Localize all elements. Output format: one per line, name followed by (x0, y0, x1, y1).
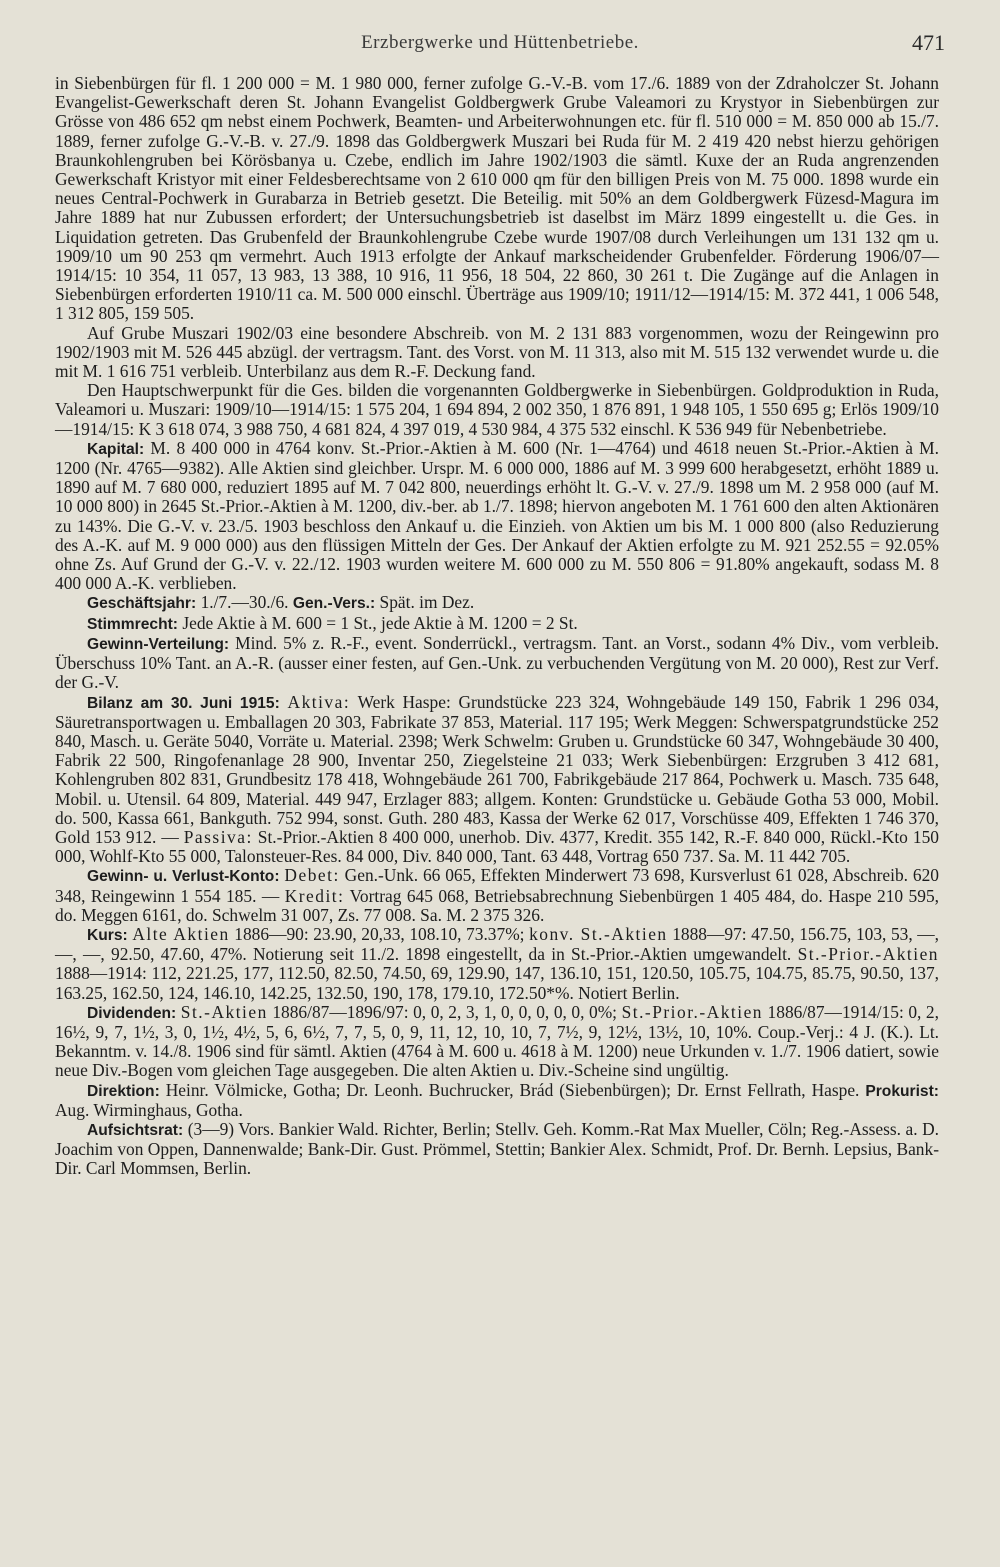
gewinn-verteilung-text: Mind. 5% z. R.-F., event. Sonderrückl., vertragsm. Tant. an Vorst., sodann 4% Div., vom verbleib. Überschuss 10% Tant. an A.-R. (ausser einer festen, auf Gen.-Unk. zu verbuchenden Vergütung von M. 20 000), Rest zur Verf. der G.-V. (55, 632, 939, 693)
section-bilanz (55, 693, 939, 867)
body-text (55, 74, 939, 1179)
kurs-prior-text: 1888—1914: 112, 221.25, 177, 112.50, 82.50, 74.50, 69, 129.90, 147, 136.10, 151, 120.50, 105.75, 104.75, 85.75, 90.50, 137, 163.25, 162.50, 124, 146.10, 142.25, 132.50, 190, 178, 179.10, 172.50*%. Notiert Berlin. (55, 963, 939, 1003)
running-head: Erzbergwerke und Hüttenbetriebe. (361, 32, 639, 53)
debet-label: Debet: (284, 865, 340, 886)
direktion-label: Direktion: (87, 1082, 160, 1100)
section-kurs (55, 925, 939, 1003)
section-stimmrecht (55, 614, 939, 634)
section-gewinn-verteilung (55, 634, 939, 693)
passiva-text: St.-Prior.-Aktien 8 400 000, unerhob. Div. 4377, Kredit. 355 142, R.-F. 840 000, Rückl.-Kto 150 000, Wohlf-Kto 55 000, Talonsteuer-Res. 84 000, Div. 840 000, Tant. 63 448, Vortrag 650 737. Sa. M. 11 442 705. (55, 826, 939, 867)
page-number: 471 (912, 30, 945, 55)
kapital-text: M. 8 400 000 in 4764 konv. St.-Prior.-Aktien à M. 600 (Nr. 1—4764) und 4618 neuen St.-Prior.-Aktien à M. 1200 (Nr. 4765—9382). Alle Aktien sind gleichber. Urspr. M. 6 000 000, 1886 auf M. 3 999 600 herabgesetzt, erhöht 1889 u. 1890 auf M. 7 680 000, reduziert 1895 auf M. 7 042 800, neuerdings erhöht lt. G.-V. v. 27./9. 1898 um M. 2 958 000 (auf M. 10 000 800) in 2645 St.-Prior.-Aktien à M. 1200, div.-ber. ab 1./7. 1898; hiervon angeboten M. 1 761 600 den alten Aktionären zu 143%. Die G.-V. v. 23./5. 1903 beschloss den Ankauf u. die Einzieh. von Aktien um bis M. 1 000 800 (also Reduzierung des A.-K. auf M. 9 000 000) aus den flüssigen Mitteln der Ges. Der Ankauf der Aktien erfolgte zu M. 921 252.55 = 92.05% ohne Zs. Auf Grund der G.-V. v. 22./12. 1903 wurden weitere M. 600 000 zu M. 550 806 = 91.80% angekauft, sodass M. 8 400 000 A.-K. verblieben. (55, 437, 939, 594)
aktiva-label: Aktiva: (287, 691, 351, 712)
debet-text: Gen.-Unk. 66 065, Effekten Minderwert 73 698, Kursverlust 61 028, Abschreib. 620 348, Reingewinn 1 554 185. — (55, 865, 939, 906)
aufsichtsrat-label: Aufsichtsrat: (87, 1121, 184, 1139)
kurs-konv-label: konv. St.-Aktien (529, 923, 668, 944)
dividenden-st-label: St.-Aktien (180, 1001, 268, 1022)
dividenden-st-text: 1886/87—1896/97: 0, 0, 2, 3, 1, 0, 0, 0, 0, 0, 0%; (272, 1001, 618, 1022)
kurs-label: Kurs: (87, 926, 128, 944)
paragraph-history: in Siebenbürgen für fl. 1 200 000 = M. 1 980 000, ferner zufolge G.-V.-B. vom 17./6. 1889 von der Zdraholczer St. Johann Evangelist-Gewerkschaft deren St. Johann Evangelist Goldbergwerk Grube Valeamori zu Krystyor in Siebenbürgen zur Grösse von 486 652 qm nebst einem Pochwerk, Beamten- und Arbeiterwohnungen etc. für fl. 510 000 = M. 850 000 ab 15./7. 1889, ferner zufolge G.-V.-B. v. 27./9. 1898 das Goldbergwerk Muszari bei Ruda für M. 2 419 420 nebst hierzu gehörigen Braunkohlengruben bei Körösbanya u. Czebe, endlich im Jahre 1902/1903 die sämtl. Kuxe der an Ruda angrenzenden Gewerkschaft Kristyor mit einer Feldesberechtsame von 2 610 000 qm für den billigen Preis von M. 75 000. 1898 wurde ein neues Central-Pochwerk in Gurabarza in Betrieb gesetzt. Die Beteilig. mit 50% an dem Goldbergwerk Füzesd-Magura im Jahre 1889 hat nur Zubussen erfordert; der Untersuchungsbetrieb ist daselbst im März 1899 eingestellt u. die Ges. in Liquidation getreten. Das Grubenfeld der Braunkohlengrube Czebe wurde 1907/08 durch Verleihungen um 131 132 qm u. 1909/10 um 90 253 qm vermehrt. Auch 1913 erfolgte der Ankauf markscheidender Grubenfelder. Förderung 1906/07—1914/15: 10 354, 11 057, 13 983, 13 388, 10 916, 11 956, 18 504, 22 860, 30 261 t. Die Zugänge auf die Anlagen in Siebenbürgen erforderten 1910/11 ca. M. 500 000 einschl. Überträge aus 1909/10; 1911/12—1914/15: M. 372 441, 1 006 548, 1 312 805, 159 505. (55, 73, 939, 324)
section-direktion (55, 1081, 939, 1120)
geschaeftsjahr-label: Geschäftsjahr: (87, 595, 197, 613)
geschaeftsjahr-text: 1./7.—30./6. (200, 592, 289, 613)
aufsichtsrat-text: (3—9) Vors. Bankier Wald. Richter, Berlin; Stellv. Geh. Komm.-Rat Max Mueller, Cöln; Reg.-Assess. a. D. Joachim von Oppen, Dannenwalde; Bank-Dir. Gust. Prömmel, Stettin; Bankier Alex. Schmidt, Prof. Dr. Bernh. Lepsius, Bank-Dir. Carl Mommsen, Berlin. (55, 1118, 939, 1179)
gewinn-verteilung-label: Gewinn-Verteilung: (87, 635, 230, 653)
kredit-text: Vortrag 645 068, Betriebsabrechnung Siebenbürgen 1 405 484, do. Haspe 210 595, do. Meggen 6161, do. Schwelm 31 007, Zs. 77 008. Sa. M. 2 375 326. (55, 885, 939, 925)
bilanz-label: Bilanz am 30. Juni 1915: (87, 694, 280, 712)
stimmrecht-label: Stimmrecht: (87, 615, 178, 633)
stimmrecht-text: Jede Aktie à M. 600 = 1 St., jede Aktie à M. 1200 = 2 St. (182, 612, 578, 633)
prokurist-label: Prokurist: (865, 1082, 939, 1100)
passiva-label: Passiva: (183, 826, 253, 847)
dividenden-prior-text: 1886/87—1914/15: 0, 2, 16½, 9, 7, 1½, 3, 0, 1½, 4½, 5, 6, 6½, 7, 7, 5, 0, 9, 11, 12, 10, 10, 7, 7½, 9, 12½, 13½, 10, 10%. Coup.-Verj.: 4 J. (K.). Lt. Bekanntm. v. 14./8. 1906 sind für sämtl. Aktien (4764 à M. 600 u. 4618 à M. 1200) neue Urkunden v. 1./7. 1906 datiert, sowie neue Div.-Bogen vom gleichen Tage ausgegeben. Die alten Aktien u. Div.-Scheine sind ungültig. (55, 1001, 939, 1081)
kurs-prior-label: St.-Prior.-Aktien (797, 944, 939, 965)
kapital-label: Kapital: (87, 440, 145, 458)
kurs-alte-label: Alte Aktien (132, 923, 230, 944)
prokurist-text: Aug. Wirminghaus, Gotha. (55, 1099, 243, 1120)
gen-vers-text: Spät. im Dez. (379, 592, 475, 613)
paragraph-muszari: Auf Grube Muszari 1902/03 eine besondere Abschreib. von M. 2 131 883 vorgenommen, wozu der Reingewinn pro 1902/1903 mit M. 526 445 abzügl. der vertragsm. Tant. des Vorst. von M. 11 313, also mit M. 515 132 verwendet wurde u. die mit M. 1 616 751 verbleib. Unterbilanz aus dem R.-F. Deckung fand. (55, 322, 939, 382)
page-header (55, 32, 945, 58)
aktiva-text: Werk Haspe: Grundstücke 223 324, Wohngebäude 149 150, Fabrik 1 296 034, Säuretransportwagen u. Emballagen 20 303, Fabrikate 37 853, Material. 117 195; Werk Meggen: Schwerspatgrundstücke 252 840, Masch. u. Geräte 5040, Vorräte u. Material. 2398; Werk Schwelm: Gruben u. Grundstücke 60 347, Wohngebäude 30 400, Fabrik 22 500, Ringofenanlage 28 900, Inventar 250, Ziegelsteine 21 033; Werk Siebenbürgen: Erzgruben 3 412 681, Kohlengruben 802 831, Grundbesitz 178 418, Wohngebäude 261 700, Fabrikgebäude 217 864, Pochwerk u. Masch. 735 648, Mobil. u. Utensil. 64 809, Material. 449 947, Erzlager 883; allgem. Konten: Grundstücke u. Gebäude Gotha 53 000, Mobil. do. 500, Kassa 661, Bankguth. 752 994, sonst. Guth. 280 483, Kassa der Werke 62 017, Vorschüsse 409, Effekten 1 746 370, Gold 153 912. — (55, 691, 940, 847)
section-aufsichtsrat (55, 1120, 939, 1179)
section-geschaeftsjahr (55, 593, 939, 613)
kredit-label: Kredit: (284, 885, 345, 906)
section-kapital (55, 439, 939, 594)
dividenden-label: Dividenden: (87, 1004, 177, 1022)
gen-vers-label: Gen.-Vers.: (292, 595, 376, 613)
section-gewinn-verlust (55, 866, 939, 925)
paragraph-goldproduktion: Den Hauptschwerpunkt für die Ges. bilden die vorgenannten Goldbergwerke in Siebenbürgen. Goldproduktion in Ruda, Valeamori u. Muszari: 1909/10—1914/15: 1 575 204, 1 694 894, 2 002 350, 1 876 891, 1 948 105, 1 550 695 g; Erlös 1909/10—1914/15: K 3 618 074, 3 988 750, 4 681 824, 4 397 019, 4 530 984, 4 375 532 einschl. K 536 949 für Nebenbetriebe. (55, 380, 939, 439)
section-dividenden (55, 1003, 939, 1081)
dividenden-prior-label: St.-Prior.-Aktien (621, 1001, 763, 1022)
direktion-text: Heinr. Völmicke, Gotha; Dr. Leonh. Buchrucker, Brád (Siebenbürgen); Dr. Ernst Fellrath, Haspe. (165, 1079, 860, 1100)
kurs-konv-text: 1888—97: 47.50, 156.75, 103, 53, —, —, —, 92.50, 47.60, 47%. Notierung seit 11./2. 1898 eingestellt, da in St.-Prior.-Aktien umgewandelt. (55, 923, 939, 965)
kurs-alte-text: 1886—90: 23.90, 20,33, 108.10, 73.37%; (234, 923, 525, 944)
gewinn-verlust-label: Gewinn- u. Verlust-Konto: (87, 868, 280, 886)
